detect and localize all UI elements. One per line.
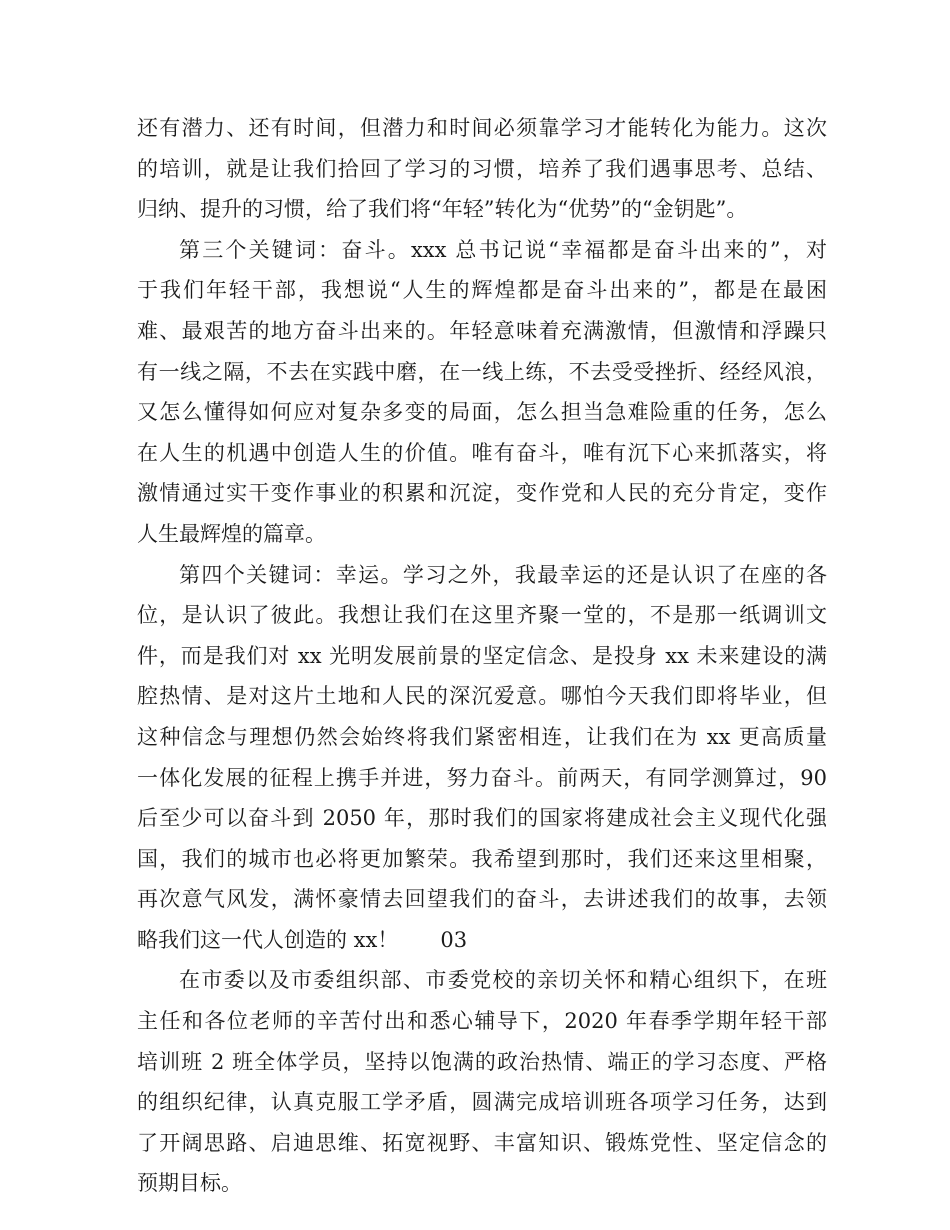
text-line: 难、最艰苦的地方奋斗出来的。年轻意味着充满激情，但激情和浮躁只 [137,318,827,343]
document-body [137,108,827,1204]
text-line: 主任和各位老师的辛苦付出和悉心辅导下，2020 年春季学期年轻干部 [137,1009,827,1034]
text-line: 又怎么懂得如何应对复杂多变的局面，怎么担当急难险重的任务，怎么 [137,400,827,425]
paragraph [137,960,827,1204]
text-line: 第三个关键词：奋斗。xxx 总书记说“幸福都是奋斗出来的”，对 [179,237,827,262]
text-line: 位，是认识了彼此。我想让我们在这里齐聚一堂的，不是那一纸调训文 [137,603,827,628]
paragraph [137,230,827,555]
text-line: 培训班 2 班全体学员，坚持以饱满的政治热情、端正的学习态度、严格 [137,1049,827,1074]
text-line: 这种信念与理想仍然会始终将我们紧密相连，让我们在为 xx 更高质量 [137,724,827,749]
text-line: 于我们年轻干部，我想说“人生的辉煌都是奋斗出来的”，都是在最困 [137,278,827,303]
text-line: 预期目标。 [137,1171,242,1196]
text-line: 在人生的机遇中创造人生的价值。唯有奋斗，唯有沉下心来抓落实，将 [137,440,827,465]
text-line: 件，而是我们对 xx 光明发展前景的坚定信念、是投身 xx 未来建设的满 [137,643,827,668]
text-line: 再次意气风发，满怀豪情去回望我们的奋斗，去讲述我们的故事，去领 [137,887,827,912]
text-line: 腔热情、是对这片土地和人民的深沉爱意。哪怕今天我们即将毕业，但 [137,684,827,709]
text-line: 归纳、提升的习惯，给了我们将“年轻”转化为“优势”的“金钥匙”。 [137,197,748,222]
text-line: 略我们这一代人创造的 xx！ 03 [137,927,468,952]
paragraph [137,108,827,230]
text-line: 有一线之隔，不去在实践中磨，在一线上练，不去受受挫折、经经风浪， [137,359,827,384]
text-line: 还有潜力、还有时间，但潜力和时间必须靠学习才能转化为能力。这次 [137,116,827,140]
text-line: 一体化发展的征程上携手并进，努力奋斗。前两天，有同学测算过，90 [137,765,827,790]
text-line: 的培训，就是让我们拾回了学习的习惯，培养了我们遇事思考、总结、 [137,156,827,181]
text-line: 了开阔思路、启迪思维、拓宽视野、丰富知识、锻炼党性、坚定信念的 [137,1130,827,1155]
text-line: 的组织纪律，认真克服工学矛盾，圆满完成培训班各项学习任务，达到 [137,1090,827,1115]
text-line: 在市委以及市委组织部、市委党校的亲切关怀和精心组织下，在班 [179,968,827,993]
text-line: 第四个关键词：幸运。学习之外，我最幸运的还是认识了在座的各 [179,562,827,587]
text-line: 国，我们的城市也必将更加繁荣。我希望到那时，我们还来这里相聚， [137,846,827,871]
text-line: 激情通过实干变作事业的积累和沉淀，变作党和人民的充分肯定，变作 [137,481,827,506]
paragraph [137,555,827,961]
text-line: 后至少可以奋斗到 2050 年，那时我们的国家将建成社会主义现代化强 [137,806,827,831]
text-line: 人生最辉煌的篇章。 [137,521,326,546]
